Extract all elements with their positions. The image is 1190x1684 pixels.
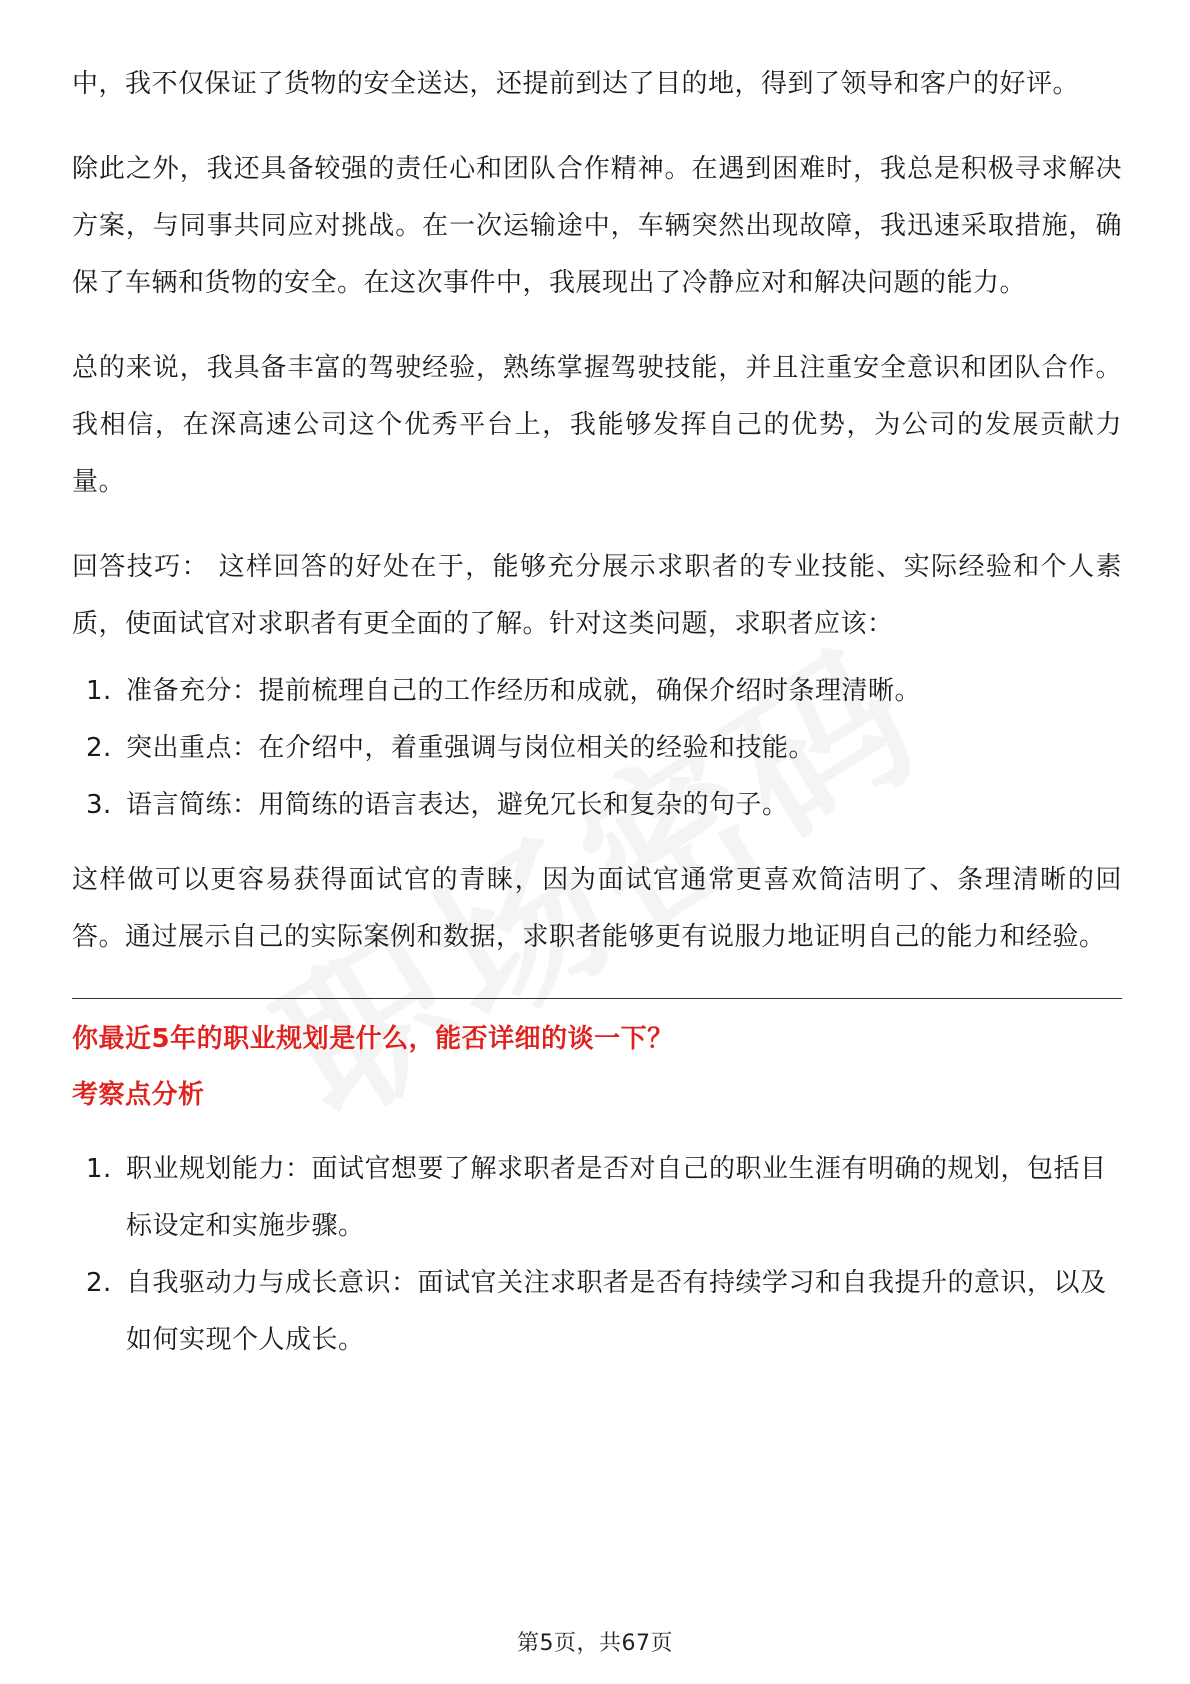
- page-content: [72, 56, 1122, 1397]
- paragraph-answer-tips: 回答技巧： 这样回答的好处在于，能够充分展示求职者的专业技能、实际经验和个人素质，使面试官对求职者有更全面的了解。针对这类问题，求职者应该：: [72, 552, 1122, 639]
- list-item: [72, 777, 1122, 834]
- list-item-text: 自我驱动力与成长意识：面试官关注求职者是否有持续学习和自我提升的意识，以及如何实现个人成长。: [126, 1268, 1107, 1355]
- analysis-heading: 考察点分析: [72, 1080, 205, 1110]
- list-item-number: 2.: [86, 1268, 112, 1298]
- list-item: [72, 720, 1122, 777]
- question-title: 你最近5年的职业规划是什么，能否详细的谈一下？: [72, 1024, 674, 1054]
- paragraph-summary: 总的来说，我具备丰富的驾驶经验，熟练掌握驾驶技能，并且注重安全意识和团队合作。我相信，在深高速公司这个优秀平台上，我能够发挥自己的优势，为公司的发展贡献力量。: [72, 353, 1122, 497]
- paragraph-teamwork: 除此之外，我还具备较强的责任心和团队合作精神。在遇到困难时，我总是积极寻求解决方案，与同事共同应对挑战。在一次运输途中，车辆突然出现故障，我迅速采取措施，确保了车辆和货物的安全。在这次事件中，我展现出了冷静应对和解决问题的能力。: [72, 154, 1122, 298]
- list-item-text: 职业规划能力：面试官想要了解求职者是否对自己的职业生涯有明确的规划，包括目标设定和实施步骤。: [126, 1154, 1107, 1241]
- list-item-number: 1.: [86, 676, 112, 706]
- list-item: [72, 1255, 1122, 1369]
- paragraph-continuation: 中，我不仅保证了货物的安全送达，还提前到达了目的地，得到了领导和客户的好评。: [72, 69, 1080, 99]
- list-item-text: 语言简练：用简练的语言表达，避免冗长和复杂的句子。: [126, 790, 789, 820]
- list-item-number: 1.: [86, 1154, 112, 1184]
- tips-list: [72, 663, 1122, 834]
- list-item-number: 3.: [86, 790, 112, 820]
- list-item: [72, 1141, 1122, 1255]
- list-item-text: 突出重点：在介绍中，着重强调与岗位相关的经验和技能。: [126, 733, 816, 763]
- list-item-text: 准备充分：提前梳理自己的工作经历和成就，确保介绍时条理清晰。: [126, 676, 922, 706]
- list-item-number: 2.: [86, 733, 112, 763]
- spacer: [72, 1123, 1122, 1141]
- paragraph-conclusion: 这样做可以更容易获得面试官的青睐，因为面试官通常更喜欢简洁明了、条理清晰的回答。通过展示自己的实际案例和数据，求职者能够更有说服力地证明自己的能力和经验。: [72, 865, 1122, 952]
- page-number: 第5页，共67页: [517, 1631, 673, 1656]
- list-item: [72, 663, 1122, 720]
- section-divider: [72, 998, 1122, 999]
- analysis-list: [72, 1141, 1122, 1369]
